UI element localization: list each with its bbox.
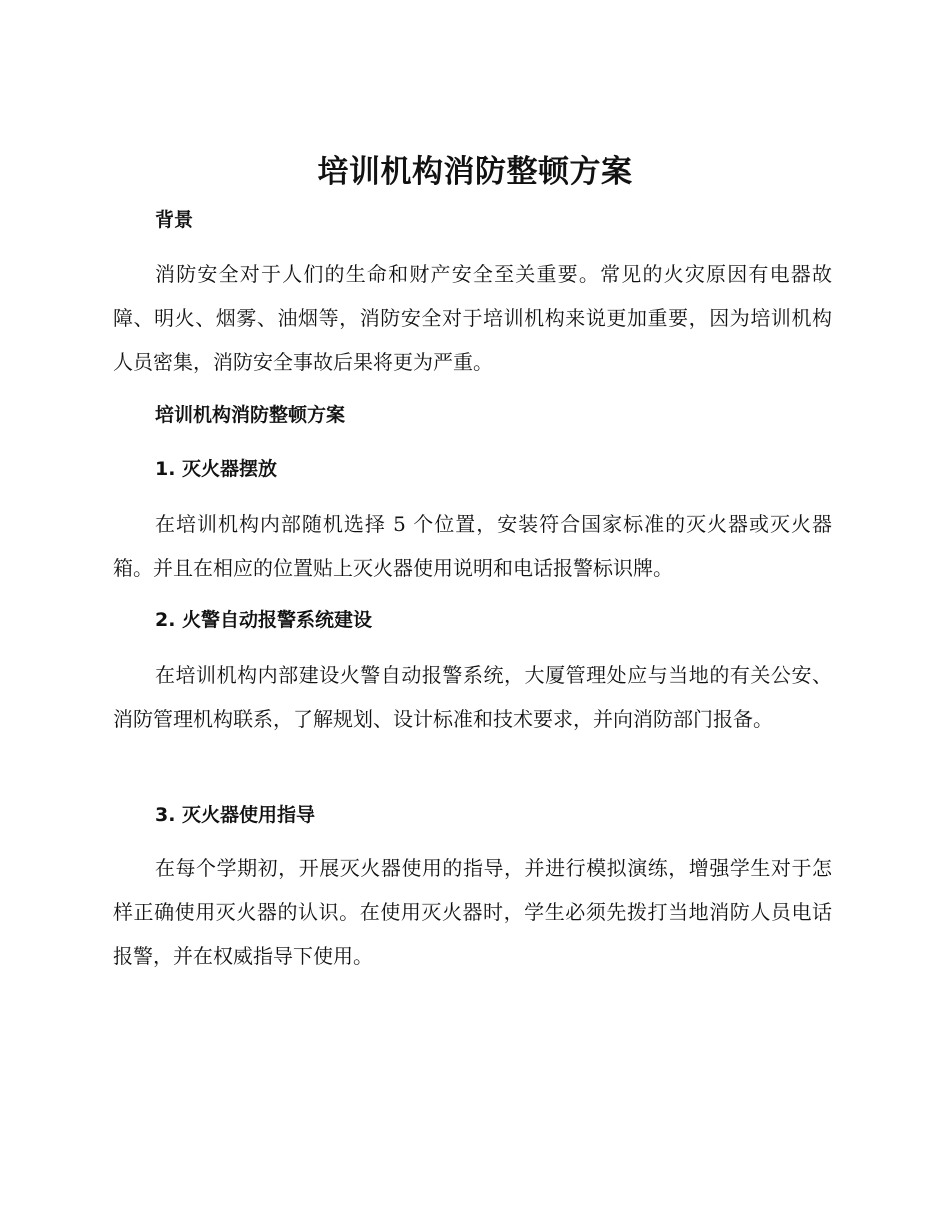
section-heading-extinguisher-guidance: 3. 灭火器使用指导: [155, 804, 316, 826]
section-body-background: 消防安全对于人们的生命和财产安全至关重要。常见的火灾原因有电器故障、明火、烟雾、油烟等，消防安全对于培训机构来说更加重要，因为培训机构人员密集，消防安全事故后果将更为严重。: [113, 262, 832, 374]
section-heading-extinguisher-placement: 1. 灭火器摆放: [155, 458, 278, 480]
section-body-alarm-system: 在培训机构内部建设火警自动报警系统，大厦管理处应与当地的有关公安、消防管理机构联系，了解规划、设计标准和技术要求，并向消防部门报备。: [113, 663, 832, 731]
section-heading-alarm-system: 2. 火警自动报警系统建设: [155, 609, 373, 631]
section-heading-background: 背景: [155, 209, 194, 231]
document-title: 培训机构消防整顿方案: [317, 154, 633, 190]
section-heading-plan: 培训机构消防整顿方案: [155, 404, 346, 426]
section-body-extinguisher-guidance: 在每个学期初，开展灭火器使用的指导，并进行模拟演练，增强学生对于怎样正确使用灭火器的认识。在使用灭火器时，学生必须先拨打当地消防人员电话报警，并在权威指导下使用。: [113, 856, 832, 968]
section-body-extinguisher-placement: 在培训机构内部随机选择 5 个位置，安装符合国家标准的灭火器或灭火器箱。并且在相应的位置贴上灭火器使用说明和电话报警标识牌。: [113, 512, 832, 580]
